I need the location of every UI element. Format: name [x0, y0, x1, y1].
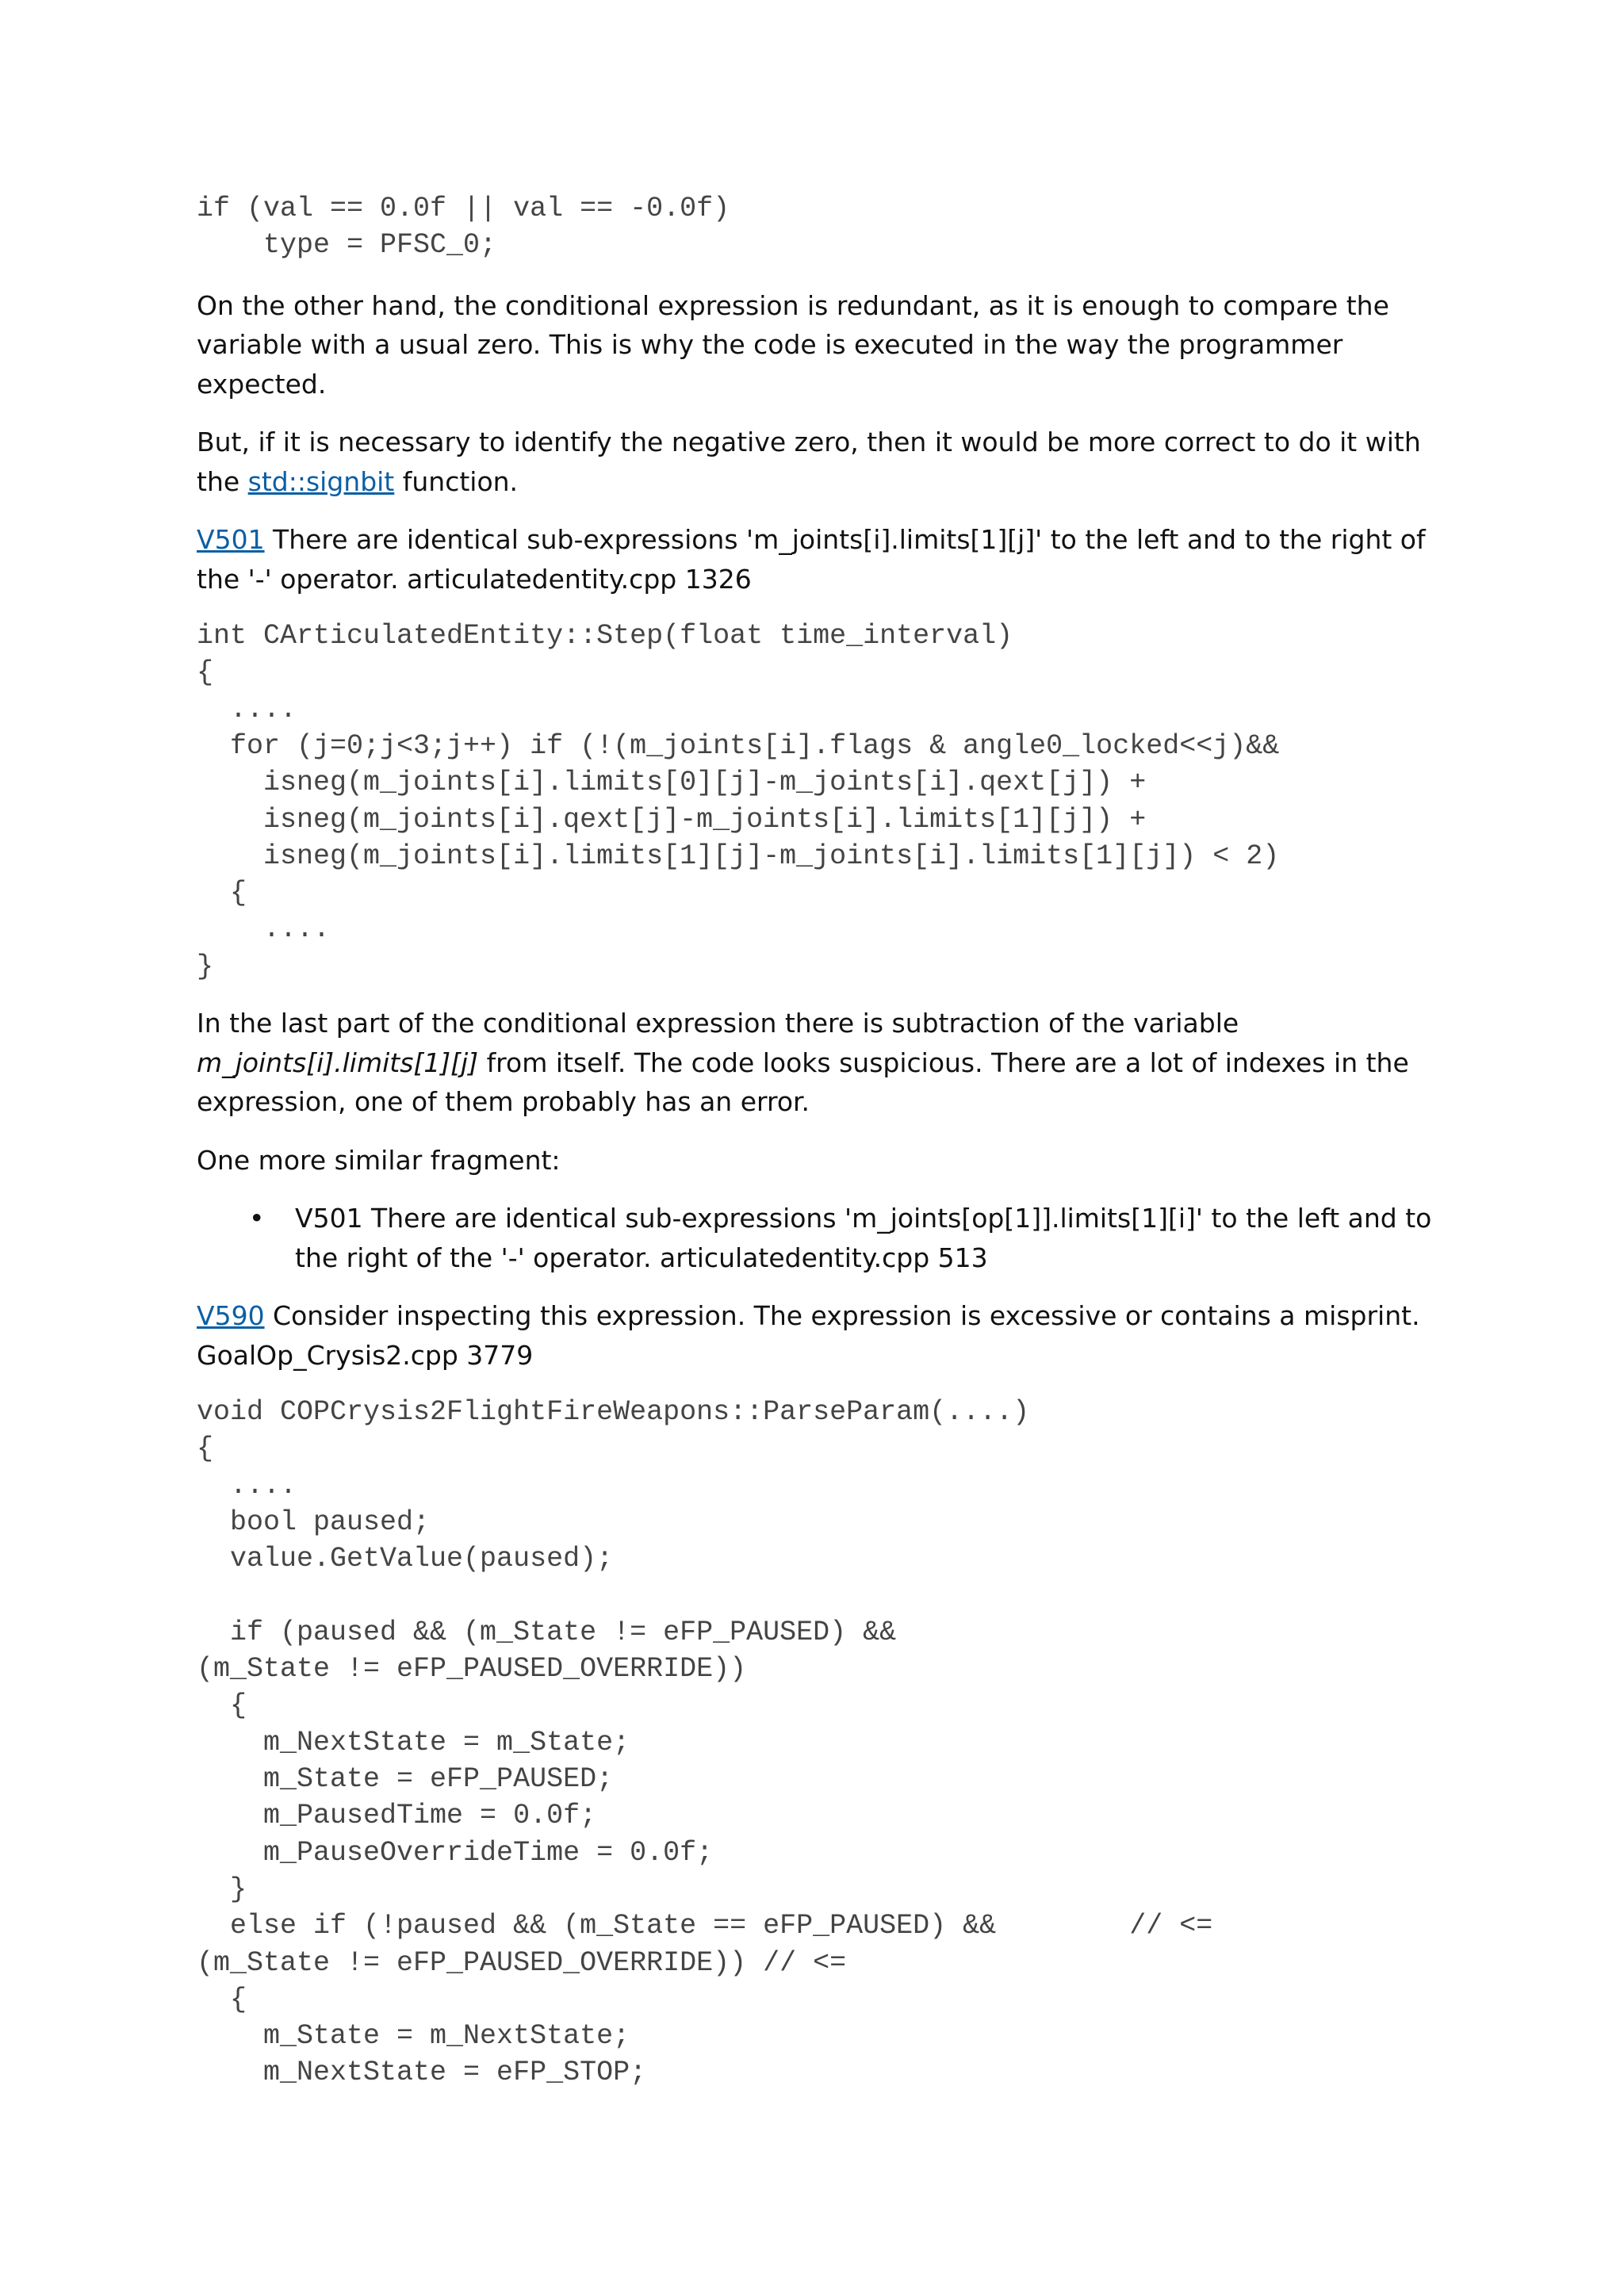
paragraph-similar-fragment: One more similar fragment: [197, 1144, 561, 1176]
paragraph-subtraction-text-before: In the last part of the conditional expression there is subtraction of the variable [197, 1008, 1239, 1039]
paragraph-signbit-text-before: But, if it is necessary to identify the negative zero, then it would be more correct to do it with the [197, 427, 1421, 497]
variable-name-italic: m_joints[i].limits[1][j] [197, 1047, 479, 1078]
code-block-articulated-entity-step: int CArticulatedEntity::Step(float time_interval) { .... for (j=0;j<3;j++) if (!(m_joints[i].flags & angle0_locked<<j)&& isneg(m_joints[i].limits[0][j]-m_joints[i].qext[j]) + isneg(m_joints[i].qext[j]-m_joints[i].limits[1][j]) + isneg(m_joints[i].limits[1][j]-m_joints[i].limits[1][j]) < 2) { .... } [197, 620, 1280, 982]
paragraph-subtraction-itself [197, 1004, 1434, 1122]
v501-link[interactable]: V501 [197, 524, 265, 556]
list-item [197, 1199, 1434, 1277]
paragraph-v590-diagnostic [197, 1296, 1434, 1375]
document-page [197, 190, 1434, 2091]
list-item-text: V501 There are identical sub-expressions 'm_joints[op[1]].limits[1][i]' to the left and to the right of the '-' operator. articulatedentity.cpp 513 [295, 1203, 1432, 1273]
v501-diagnostic-text: There are identical sub-expressions 'm_joints[i].limits[1][j]' to the left and to the right of the '-' operator. articulatedentity.cpp 1326 [197, 524, 1426, 595]
paragraph-signbit [197, 423, 1434, 501]
code-block-float-compare: if (val == 0.0f || val == -0.0f) type = PFSC_0; [197, 193, 730, 262]
paragraph-signbit-text-after: function. [394, 465, 519, 497]
std-signbit-link[interactable]: std::signbit [247, 465, 395, 497]
v590-link[interactable]: V590 [197, 1300, 265, 1332]
paragraph-v501-diagnostic [197, 520, 1434, 599]
v590-diagnostic-text: Consider inspecting this expression. The expression is excessive or contains a misprint. GoalOp_Crysis2.cpp 3779 [197, 1300, 1420, 1371]
similar-fragments-list [197, 1199, 1434, 1277]
code-block-parse-param: void COPCrysis2FlightFireWeapons::ParseParam(....) { .... bool paused; value.GetValue(paused); if (paused && (m_State != eFP_PAUSED) && (m_State != eFP_PAUSED_OVERRIDE)) { m_NextState = m_State; m_State = eFP_PAUSED; m_PausedTime = 0.0f; m_PauseOverrideTime = 0.0f; } else if (!paused && (m_State == eFP_PAUSED) && // <= (m_State != eFP_PAUSED_OVERRIDE)) // <= { m_State = m_NextState; m_NextState = eFP_STOP; [197, 1396, 1213, 2089]
paragraph-subtraction-text-after: from itself. The code looks suspicious. There are a lot of indexes in the expression, one of them probably has an error. [197, 1047, 1409, 1118]
paragraph-redundant-expression: On the other hand, the conditional expression is redundant, as it is enough to compare the variable with a usual zero. This is why the code is executed in the way the programmer expected. [197, 289, 1389, 400]
bullet-symbol: • [249, 1203, 265, 1234]
